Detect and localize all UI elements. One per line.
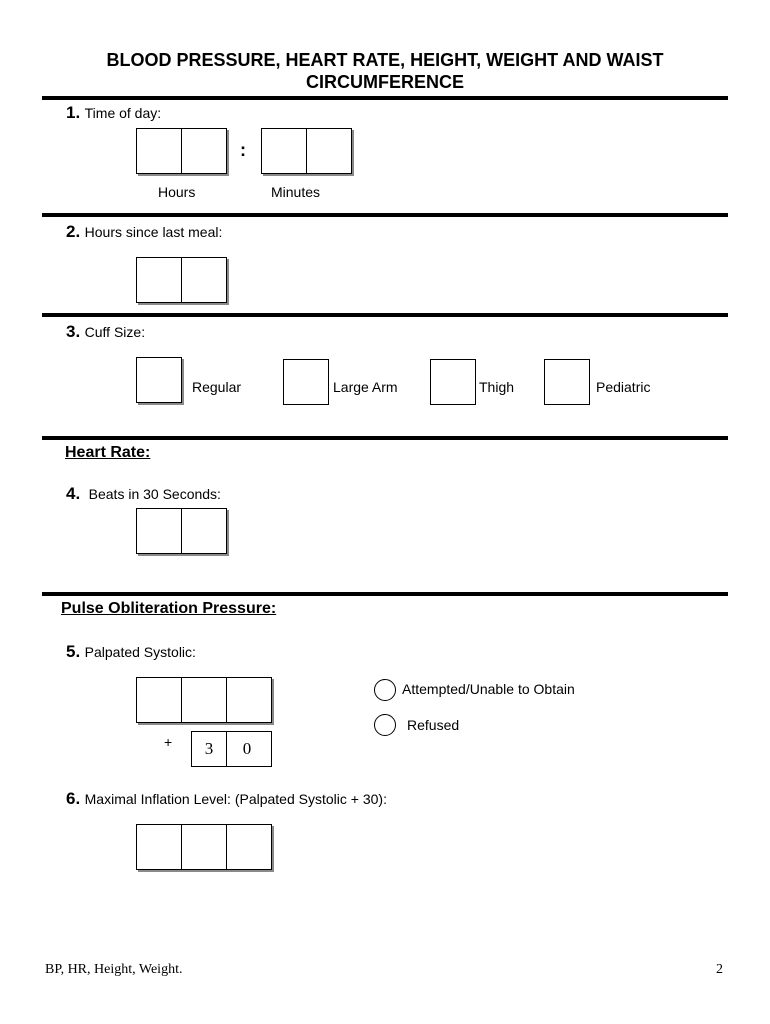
question-1 (66, 103, 161, 123)
attempted-unable-radio[interactable] (374, 679, 396, 701)
question-text: Cuff Size: (84, 324, 146, 340)
cuff-regular-checkbox[interactable] (136, 357, 182, 403)
beats-digit-2-box[interactable] (181, 508, 227, 554)
cuff-pediatric-checkbox[interactable] (544, 359, 590, 405)
systolic-digit-1-box[interactable] (136, 677, 182, 723)
minutes-digit-2-box[interactable] (306, 128, 352, 174)
max-inflation-digit-2-box[interactable] (181, 824, 227, 870)
question-text: Hours since last meal: (84, 224, 223, 240)
question-2 (66, 222, 222, 242)
question-text: Maximal Inflation Level: (Palpated Systolic + 30): (84, 791, 387, 807)
cuff-thigh-checkbox[interactable] (430, 359, 476, 405)
question-number: 2. (66, 222, 81, 241)
question-6 (66, 789, 387, 809)
cuff-large-arm-label: Large Arm (333, 379, 398, 395)
question-4 (66, 484, 221, 504)
question-number: 6. (66, 789, 81, 808)
question-number: 5. (66, 642, 81, 661)
question-text: Palpated Systolic: (84, 644, 196, 660)
attempted-unable-label: Attempted/Unable to Obtain (402, 681, 575, 697)
add-digit-box (191, 731, 227, 767)
add-digit-box (226, 731, 272, 767)
question-number: 1. (66, 103, 81, 122)
heart-rate-heading: Heart Rate: (65, 444, 151, 461)
cuff-pediatric-label: Pediatric (596, 379, 651, 395)
question-text: Time of day: (84, 105, 162, 121)
question-number: 4. (66, 484, 81, 503)
hours-digit-2-box[interactable] (181, 128, 227, 174)
minutes-label: Minutes (271, 184, 321, 200)
max-inflation-digit-3-box[interactable] (226, 824, 272, 870)
plus-sign: + (164, 734, 173, 750)
section-divider (42, 213, 728, 217)
cuff-thigh-label: Thigh (479, 379, 515, 395)
cuff-large-arm-checkbox[interactable] (283, 359, 329, 405)
time-separator: : (240, 140, 246, 160)
form-title: BLOOD PRESSURE, HEART RATE, HEIGHT, WEIGHT AND WAIST CIRCUMFERENCE (106, 50, 664, 92)
section-divider (42, 436, 728, 440)
question-text: Beats in 30 Seconds: (88, 486, 221, 502)
meal-hours-digit-1-box[interactable] (136, 257, 182, 303)
question-5 (66, 642, 196, 662)
question-3 (66, 322, 145, 342)
refused-radio[interactable] (374, 714, 396, 736)
add-digit-3: 3 (204, 739, 214, 758)
section-divider (42, 592, 728, 596)
cuff-regular-label: Regular (192, 379, 242, 395)
pulse-obliteration-heading: Pulse Obliteration Pressure: (61, 600, 277, 617)
systolic-digit-2-box[interactable] (181, 677, 227, 723)
hours-label: Hours (158, 184, 196, 200)
beats-digit-1-box[interactable] (136, 508, 182, 554)
minutes-digit-1-box[interactable] (261, 128, 307, 174)
add-digit-0: 0 (242, 739, 252, 758)
question-number: 3. (66, 322, 81, 341)
section-divider (42, 313, 728, 317)
refused-label: Refused (407, 717, 460, 733)
max-inflation-digit-1-box[interactable] (136, 824, 182, 870)
page-number: 2 (716, 962, 723, 977)
hours-digit-1-box[interactable] (136, 128, 182, 174)
footer-text: BP, HR, Height, Weight. (45, 962, 183, 977)
meal-hours-digit-2-box[interactable] (181, 257, 227, 303)
section-divider (42, 96, 728, 100)
systolic-digit-3-box[interactable] (226, 677, 272, 723)
